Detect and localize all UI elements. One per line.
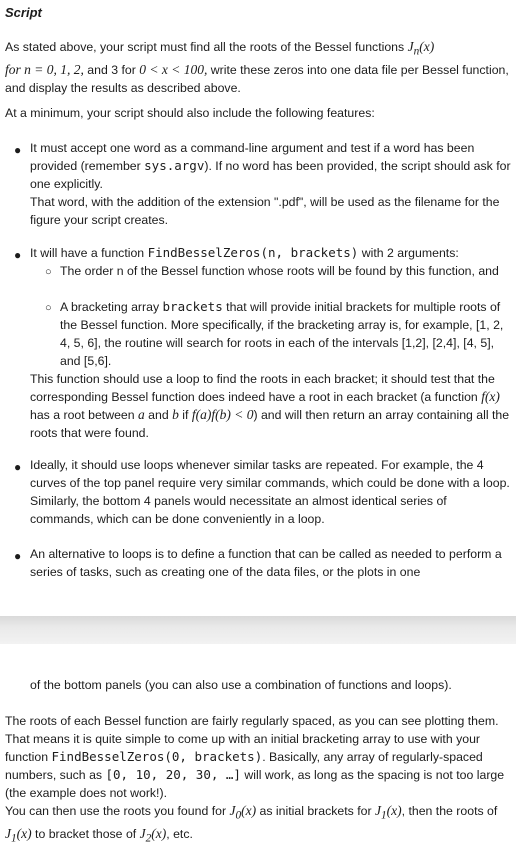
minimum-features-text: At a minimum, your script should also include the following features:: [5, 106, 375, 120]
code-findbesselzeros: FindBesselZeros(n, brackets): [147, 245, 359, 260]
bullet-marker: ●: [14, 549, 22, 563]
code-brackets: brackets: [162, 299, 223, 314]
math-n-values: for n = 0, 1, 2,: [5, 61, 84, 77]
bullet-alternative-continued: of the bottom panels (you can also use a combination of functions and loops).: [30, 678, 452, 692]
intro-paragraph: As stated above, your script must find all the roots of the Bessel functions $J_n(x)$ for n = 0, 1, 2, and 3 for 0 < x < 100, write these zeros into one data file per Bessel function, and display the results as described above.: [5, 39, 509, 95]
bullet-marker: ●: [14, 460, 22, 474]
bessel-symbol: $J_n(x)$: [407, 39, 435, 58]
bullet-argv: It must accept one word as a command-line argument and test if a word has been provided (remember sys.argv). If no word has been provided, the script should ask for one explicitly. That word, with the addition of the extension ".pdf", will be used as the filename for the figure your script creates.: [30, 141, 511, 227]
bullet-alternative: An alternative to loops is to define a function that can be called as needed to perform a series of tasks, such as creating one of the data files, or the plots in one: [30, 547, 502, 579]
page-break: [0, 616, 516, 644]
math-x-range: 0 < x < 100,: [139, 61, 208, 77]
sub-bullet-marker: ○: [45, 266, 52, 278]
code-sys-argv: sys.argv: [144, 158, 205, 173]
bullet-marker: ●: [14, 248, 22, 262]
bullet-function: It will have a function FindBesselZeros(n, brackets) with 2 arguments:: [30, 245, 459, 260]
code-example-array: [0, 10, 20, 30, …]: [105, 767, 241, 782]
code-findbesselzeros-call: FindBesselZeros(0, brackets): [51, 749, 263, 764]
bullet-marker: ●: [14, 143, 22, 157]
sub-bullet-marker: ○: [45, 302, 52, 314]
sub-bullet-brackets: A bracketing array brackets that will provide initial brackets for multiple roots of the Bessel function. More specifically, if the bracketing array is, for example, [1, 2, 4, 5, 6], the routine will search for roots in each of the intervals [1,2], [2,4], [4, 5], and [5,6].: [60, 299, 504, 368]
document-page-2: [0, 644, 516, 845]
bullet-loops: Ideally, it should use loops whenever similar tasks are repeated. For example, the 4 curves of the top panel require very similar commands, which could be done with a loop. Similarly, the bottom 4 panels would necessitate an almost identical series of commands, which can be done conveniently in a loop.: [30, 458, 510, 526]
bullet-function-details: This function should use a loop to find the roots in each bracket; it should test that the corresponding Bessel function does indeed have a root in each bracket (a function f(x) has a root between a and b if f(a)f(b) < 0) and will then return an array containing all the roots that were found.: [30, 372, 510, 440]
section-title: Script: [5, 5, 42, 20]
sub-bullet-order: The order n of the Bessel function whose roots will be found by this function, and: [60, 264, 499, 278]
roots-paragraph: The roots of each Bessel function are fairly regularly spaced, as you can see plotting them. That means it is quite simple to come up with an initial bracketing array to use with your function FindBesselZeros(0, brackets). Basically, any array of regularly-spaced numbers, such as [0, 10, 20, 30, …] will work, as long as the spacing is not too large (the example does not work!). You can then use the roots you found for $J_0(x)$ as initial brackets for $J_1(x)$, then the roots of $J_1(x)$ to bracket those of $J_2(x)$, etc.: [5, 714, 505, 845]
